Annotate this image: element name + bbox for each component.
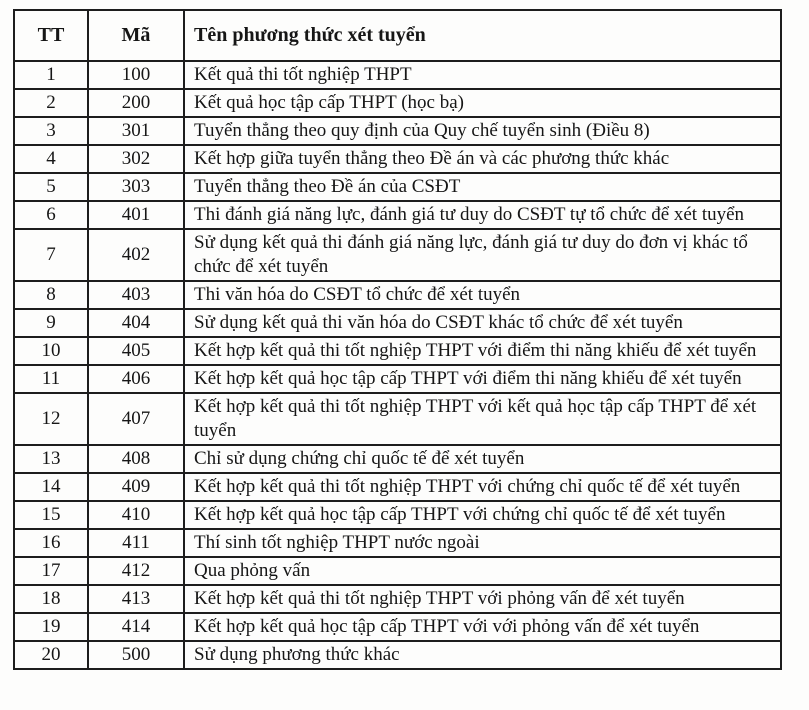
cell-ten: Kết quả thi tốt nghiệp THPT [184, 61, 781, 89]
cell-tt: 16 [14, 529, 88, 557]
cell-ten: Qua phỏng vấn [184, 557, 781, 585]
table-row [14, 529, 781, 557]
table-row [14, 201, 781, 229]
header-cell-tt: TT [14, 10, 88, 61]
cell-ten: Thi văn hóa do CSĐT tổ chức để xét tuyển [184, 281, 781, 309]
cell-ma: 405 [88, 337, 184, 365]
cell-ten: Kết hợp kết quả thi tốt nghiệp THPT với phỏng vấn để xét tuyển [184, 585, 781, 613]
cell-tt: 6 [14, 201, 88, 229]
cell-tt: 8 [14, 281, 88, 309]
cell-tt: 3 [14, 117, 88, 145]
table-row [14, 445, 781, 473]
cell-ma: 411 [88, 529, 184, 557]
table-row [14, 365, 781, 393]
cell-tt: 4 [14, 145, 88, 173]
header-cell-ma: Mã [88, 10, 184, 61]
cell-tt: 1 [14, 61, 88, 89]
cell-ma: 408 [88, 445, 184, 473]
cell-ma: 403 [88, 281, 184, 309]
table-row [14, 117, 781, 145]
cell-ten: Sử dụng kết quả thi đánh giá năng lực, đánh giá tư duy do đơn vị khác tổ chức để xét tuyển [184, 229, 781, 281]
cell-ma: 401 [88, 201, 184, 229]
cell-ten: Kết hợp kết quả thi tốt nghiệp THPT với chứng chỉ quốc tế để xét tuyển [184, 473, 781, 501]
header-row [14, 10, 781, 61]
cell-tt: 18 [14, 585, 88, 613]
cell-ma: 410 [88, 501, 184, 529]
table-row [14, 557, 781, 585]
table-row [14, 641, 781, 669]
cell-tt: 7 [14, 229, 88, 281]
table-row [14, 501, 781, 529]
cell-ma: 302 [88, 145, 184, 173]
cell-tt: 14 [14, 473, 88, 501]
cell-ten: Sử dụng phương thức khác [184, 641, 781, 669]
table-row [14, 613, 781, 641]
table-row [14, 173, 781, 201]
cell-ma: 301 [88, 117, 184, 145]
cell-tt: 20 [14, 641, 88, 669]
cell-ma: 402 [88, 229, 184, 281]
cell-ten: Tuyển thẳng theo Đề án của CSĐT [184, 173, 781, 201]
cell-ten: Kết hợp giữa tuyển thẳng theo Đề án và các phương thức khác [184, 145, 781, 173]
cell-tt: 5 [14, 173, 88, 201]
table-row [14, 89, 781, 117]
cell-tt: 15 [14, 501, 88, 529]
cell-ma: 404 [88, 309, 184, 337]
cell-tt: 13 [14, 445, 88, 473]
cell-ten: Kết hợp kết quả thi tốt nghiệp THPT với kết quả học tập cấp THPT để xét tuyển [184, 393, 781, 445]
cell-tt: 9 [14, 309, 88, 337]
cell-tt: 17 [14, 557, 88, 585]
cell-ten: Kết hợp kết quả học tập cấp THPT với điểm thi năng khiếu để xét tuyển [184, 365, 781, 393]
table-header [14, 10, 781, 61]
table-body [14, 61, 781, 669]
cell-tt: 12 [14, 393, 88, 445]
cell-ten: Chỉ sử dụng chứng chỉ quốc tế để xét tuyển [184, 445, 781, 473]
table-row [14, 281, 781, 309]
cell-ma: 409 [88, 473, 184, 501]
cell-ten: Kết hợp kết quả thi tốt nghiệp THPT với điểm thi năng khiếu để xét tuyển [184, 337, 781, 365]
table-row [14, 145, 781, 173]
table-row [14, 473, 781, 501]
header-cell-ten: Tên phương thức xét tuyển [184, 10, 781, 61]
cell-ten: Kết hợp kết quả học tập cấp THPT với chứng chỉ quốc tế để xét tuyển [184, 501, 781, 529]
cell-ma: 406 [88, 365, 184, 393]
cell-ten: Kết hợp kết quả học tập cấp THPT với với phỏng vấn để xét tuyển [184, 613, 781, 641]
cell-ten: Thí sinh tốt nghiệp THPT nước ngoài [184, 529, 781, 557]
table-row [14, 393, 781, 445]
cell-ma: 200 [88, 89, 184, 117]
cell-ma: 414 [88, 613, 184, 641]
table-row [14, 61, 781, 89]
admission-methods-table [13, 9, 782, 670]
cell-tt: 2 [14, 89, 88, 117]
cell-ma: 413 [88, 585, 184, 613]
cell-ten: Sử dụng kết quả thi văn hóa do CSĐT khác tổ chức để xét tuyển [184, 309, 781, 337]
cell-tt: 11 [14, 365, 88, 393]
cell-ten: Kết quả học tập cấp THPT (học bạ) [184, 89, 781, 117]
cell-tt: 10 [14, 337, 88, 365]
cell-ten: Tuyển thẳng theo quy định của Quy chế tuyển sinh (Điều 8) [184, 117, 781, 145]
table-row [14, 337, 781, 365]
cell-ma: 412 [88, 557, 184, 585]
cell-tt: 19 [14, 613, 88, 641]
cell-ma: 407 [88, 393, 184, 445]
cell-ma: 303 [88, 173, 184, 201]
cell-ma: 100 [88, 61, 184, 89]
table-row [14, 229, 781, 281]
table-row [14, 585, 781, 613]
cell-ma: 500 [88, 641, 184, 669]
cell-ten: Thi đánh giá năng lực, đánh giá tư duy do CSĐT tự tổ chức để xét tuyển [184, 201, 781, 229]
table-row [14, 309, 781, 337]
